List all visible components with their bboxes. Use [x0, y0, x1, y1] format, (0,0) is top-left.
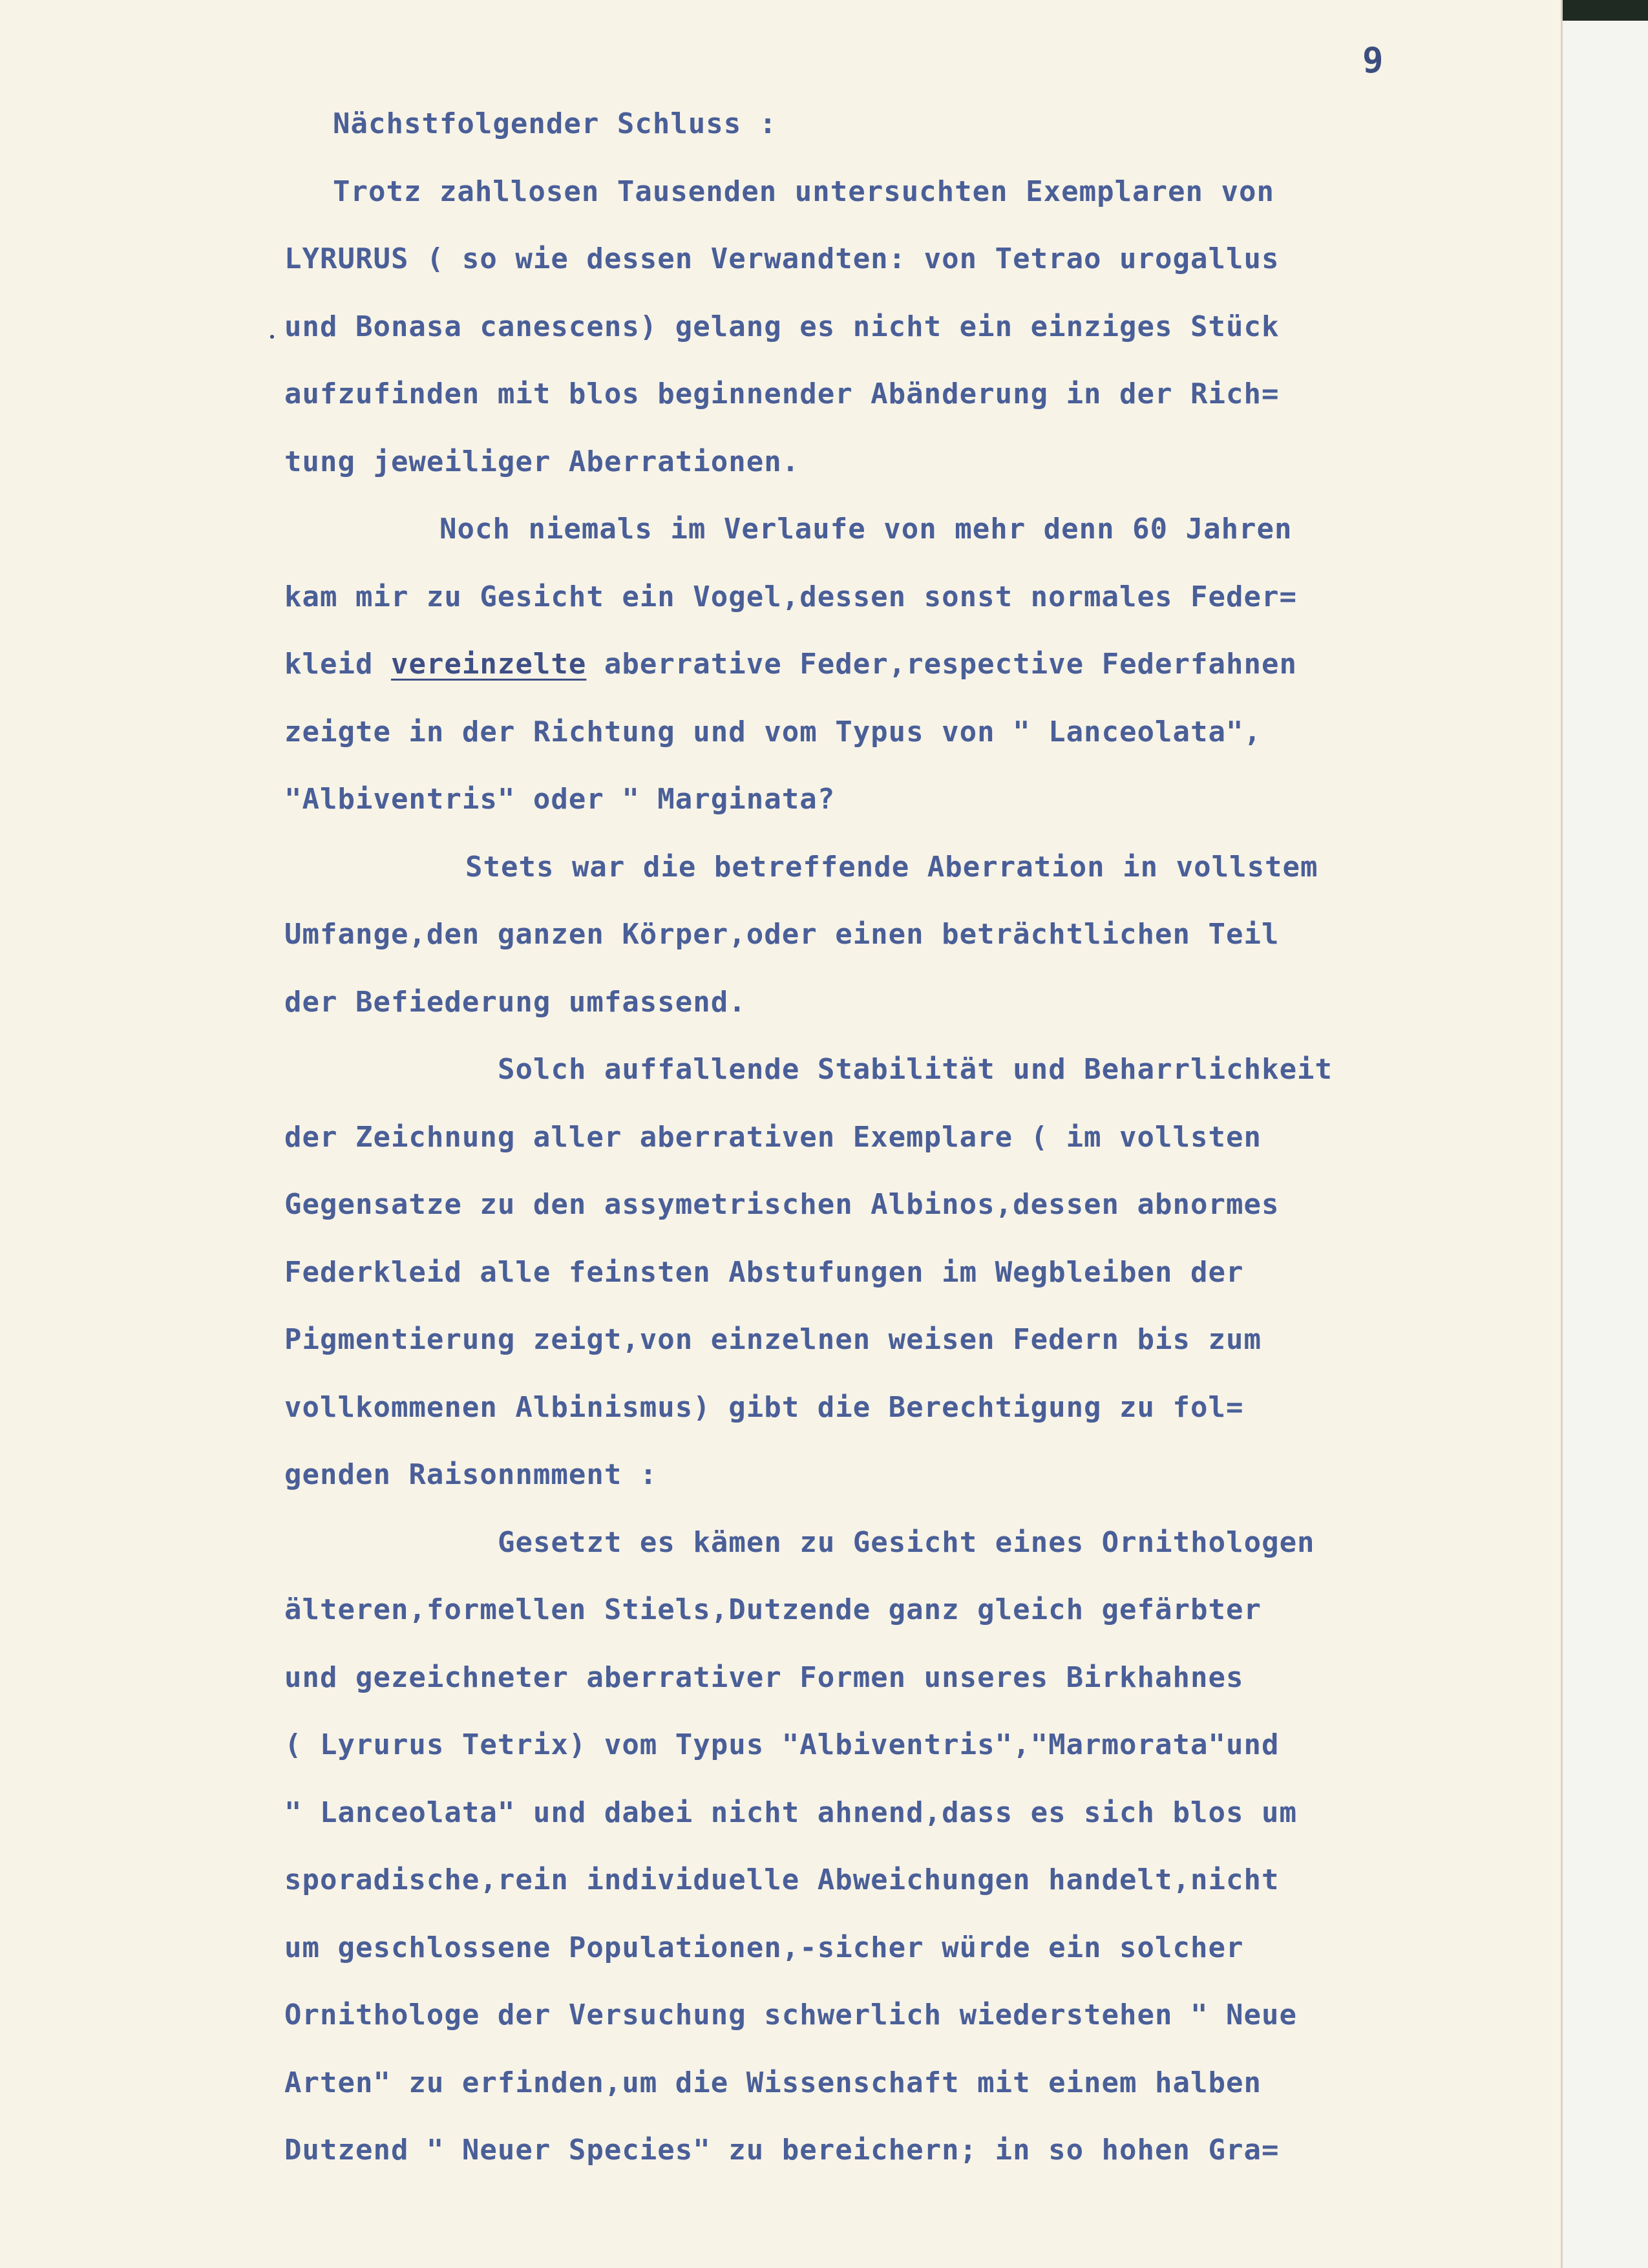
text-line: der Befiederung umfassend. [284, 985, 746, 1019]
text-line: der Zeichnung aller aberrativen Exemplare ( im vollsten [284, 1120, 1262, 1154]
text-line: LYRURUS ( so wie dessen Verwandten: von Tetrao urogallus [284, 242, 1280, 275]
text-line: Dutzend " Neuer Species" zu bereichern; in so hohen Gra= [284, 2134, 1280, 2167]
text-line: und Bonasa canescens) gelang es nicht ein einziges Stück [284, 310, 1280, 343]
text-line: zeigte in der Richtung und vom Typus von " Lanceolata", [284, 715, 1262, 748]
text-line: Arten" zu erfinden,um die Wissenschaft mit einem halben [284, 2066, 1262, 2099]
text-line: Umfange,den ganzen Körper,oder einen beträchtlichen Teil [284, 918, 1280, 951]
text-line: Noch niemals im Verlaufe von mehr denn 60 Jahren [439, 513, 1293, 546]
text-line: Pigmentierung zeigt,von einzelnen weisen Federn bis zum [284, 1323, 1262, 1356]
text-line [284, 631, 1499, 699]
text-line: Solch auffallende Stabilität und Beharrlichkeit [498, 1053, 1333, 1086]
text-line: Gegensatze zu den assymetrischen Albinos,dessen abnormes [284, 1188, 1280, 1221]
text-line: kam mir zu Gesicht ein Vogel,dessen sonst normales Feder= [284, 580, 1297, 613]
text-line: Ornithologe der Versuchung schwerlich wiederstehen " Neue [284, 1998, 1297, 2031]
text-fragment: kleid [284, 648, 391, 681]
text-line: vollkommenen Albinismus) gibt die Berechtigung zu fol= [284, 1390, 1244, 1424]
text-line: um geschlossene Populationen,-sicher würde ein solcher [284, 1931, 1244, 1964]
text-line: sporadische,rein individuelle Abweichungen handelt,nicht [284, 1863, 1280, 1896]
text-fragment: aberrative Feder,respective Federfahnen [586, 648, 1297, 681]
text-line: " Lanceolata" und dabei nicht ahnend,dass es sich blos um [284, 1796, 1297, 1829]
text-line: "Albiventris" oder " Marginata? [284, 783, 836, 816]
scanner-background [1558, 0, 1648, 2268]
text-line: und gezeichneter aberrativer Formen unseres Birkhahnes [284, 1660, 1244, 1694]
text-line: Trotz zahllosen Tausenden untersuchten Exemplaren von [333, 175, 1274, 208]
margin-dot [270, 335, 274, 339]
body-text [284, 90, 1499, 2185]
text-line: Stets war die betreffende Aberration in vollstem [465, 850, 1318, 884]
text-line: ( Lyrurus Tetrix) vom Typus "Albiventris","Marmorata"und [284, 1728, 1280, 1761]
text-line: Federkleid alle feinsten Abstufungen im Wegbleiben der [284, 1255, 1244, 1289]
text-line: tung jeweiliger Aberrationen. [284, 445, 800, 478]
text-line: aufzufinden mit blos beginnender Abänderung in der Rich= [284, 377, 1280, 410]
text-line: genden Raisonnmment : [284, 1458, 658, 1491]
heading-line: Nächstfolgender Schluss : [333, 107, 777, 140]
text-line: älteren,formellen Stiels,Dutzende ganz gleich gefärbter [284, 1593, 1262, 1626]
underlined-word: vereinzelte [390, 648, 587, 681]
scanner-edge-dark [1561, 0, 1648, 21]
page-number: 9 [1362, 40, 1384, 81]
text-line: Gesetzt es kämen zu Gesicht eines Ornithologen [498, 1525, 1315, 1559]
